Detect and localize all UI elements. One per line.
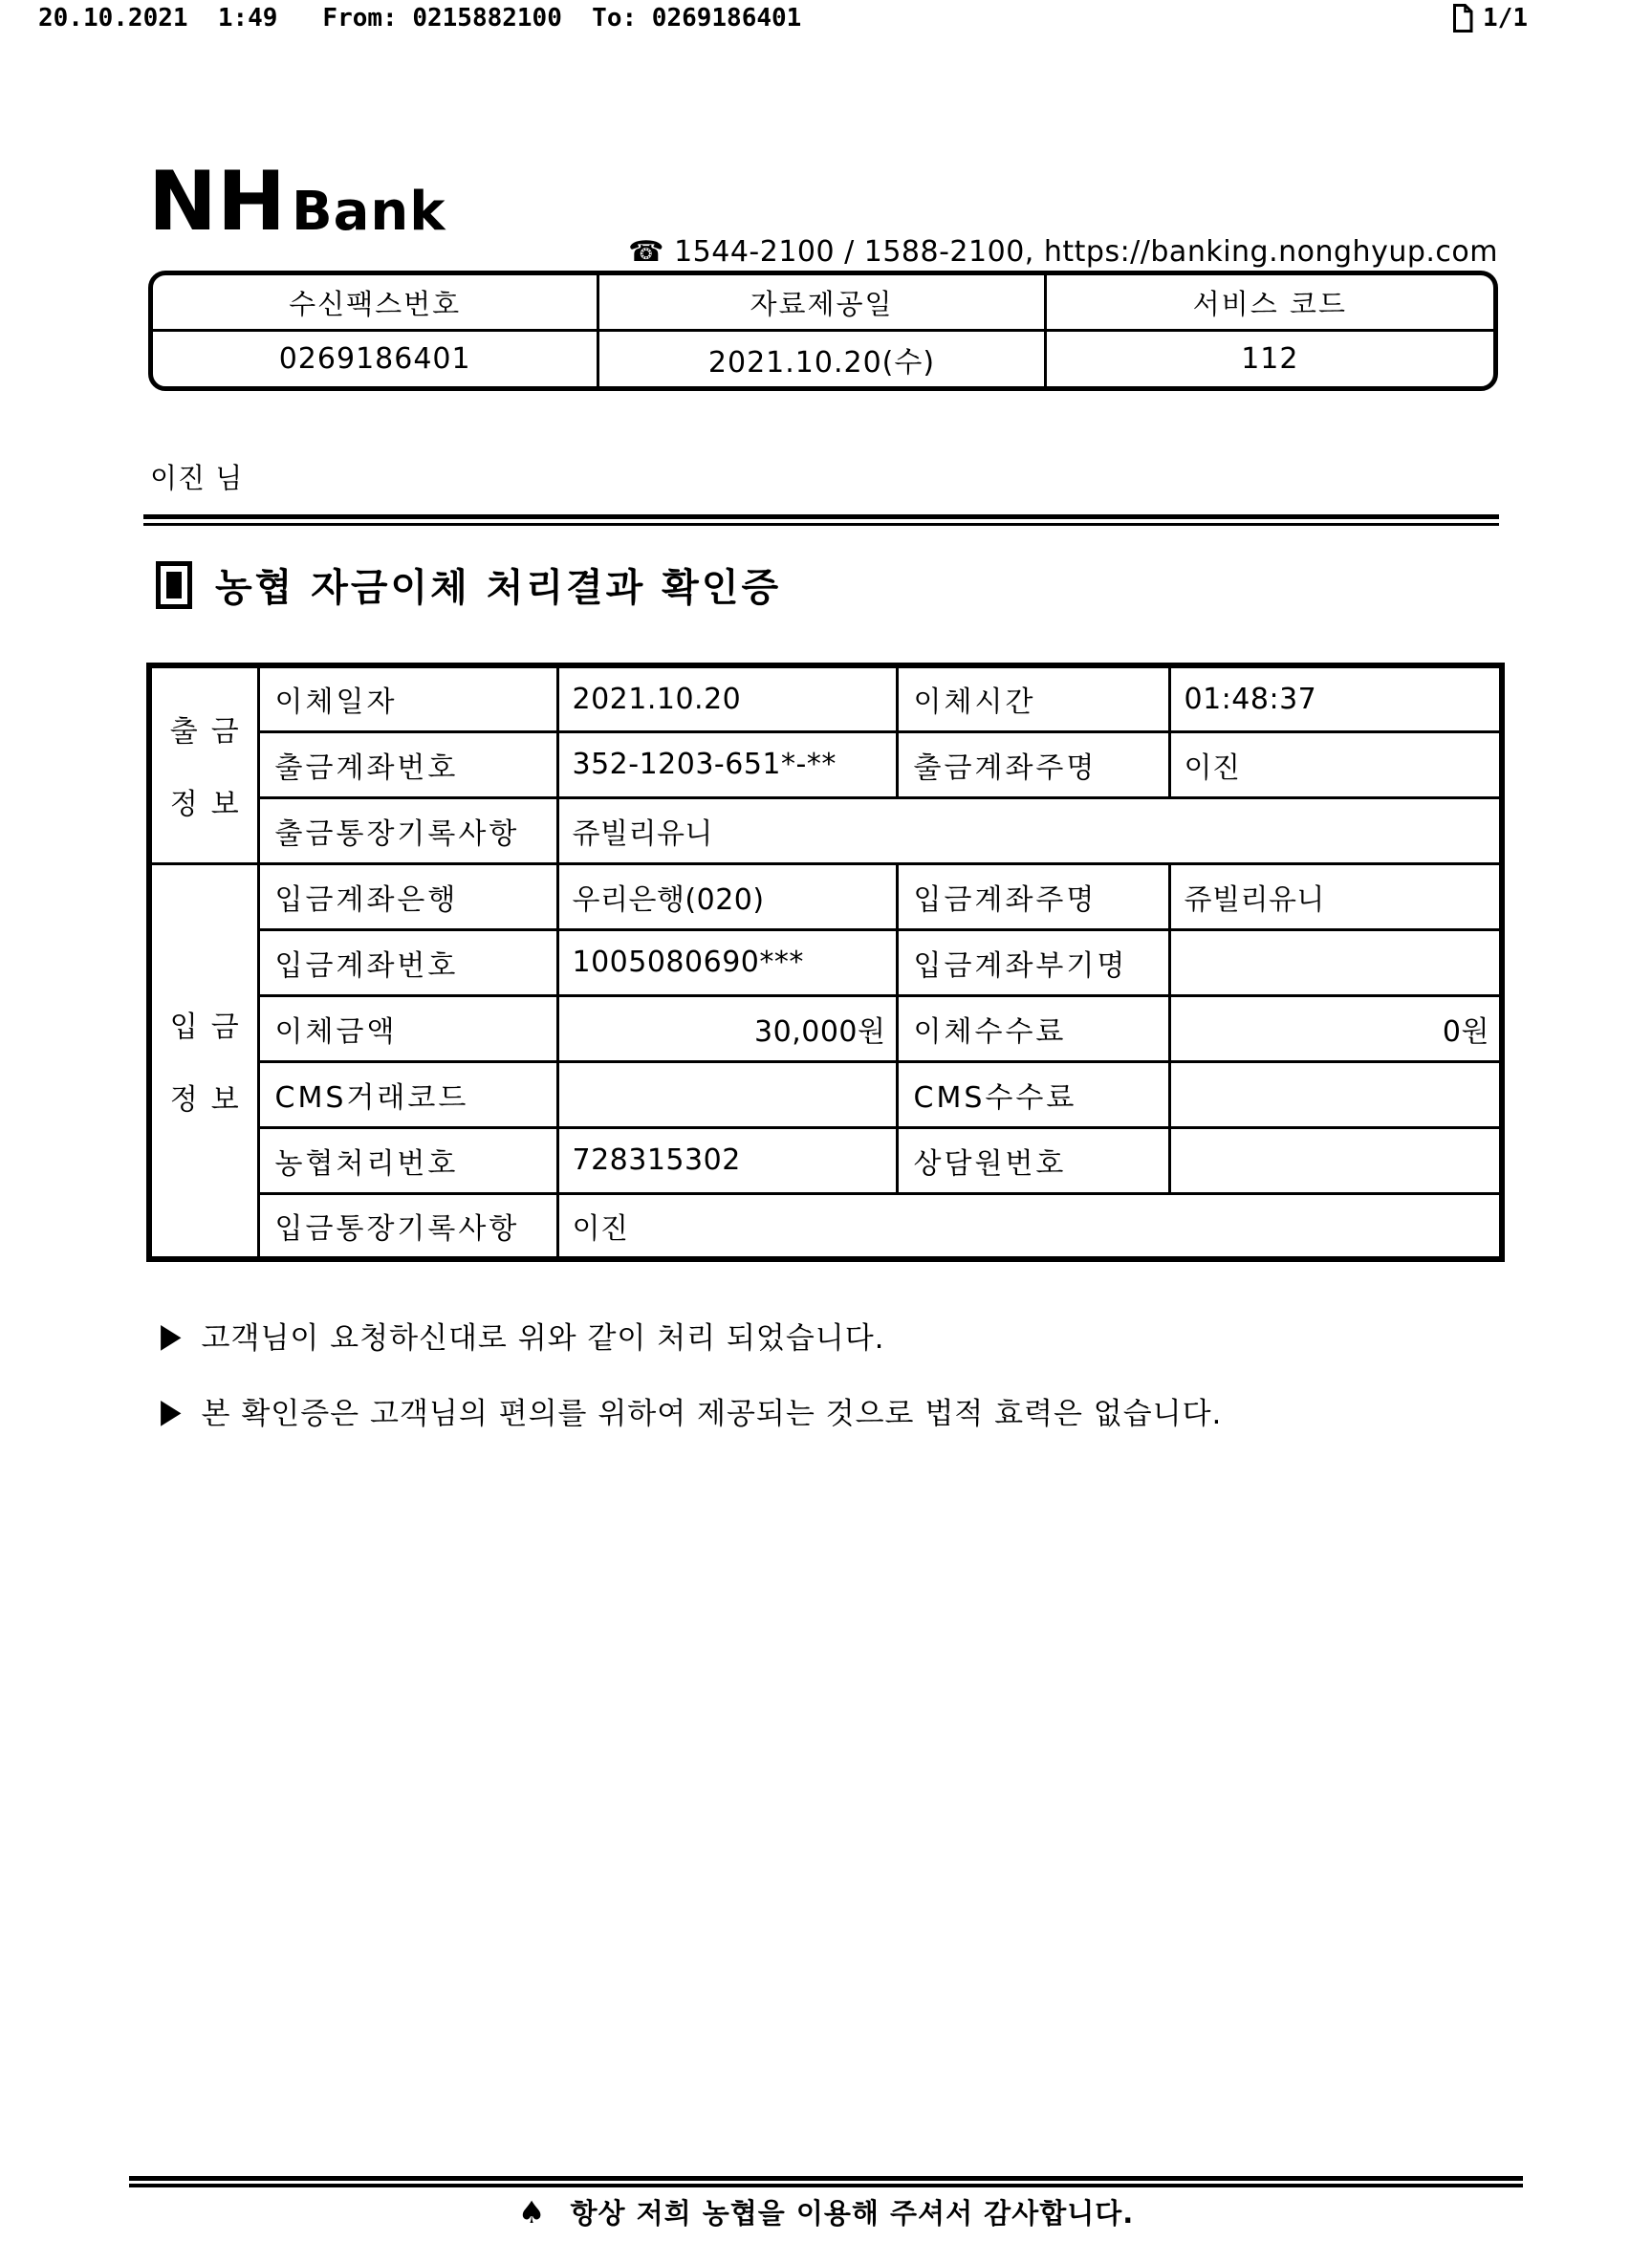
deposit-account-label: 입금계좌번호 (258, 929, 557, 995)
recipient-name: 이진 님 (150, 462, 244, 494)
spade-icon: ♠ (517, 2194, 547, 2230)
note-item (161, 1389, 1222, 1432)
footer-message-text: 항상 저희 농협을 이용해 주셔서 감사합니다. (570, 2197, 1135, 2230)
agent-number-value (1169, 1127, 1502, 1193)
transfer-amount-value: 30,000원 (557, 995, 897, 1061)
withdrawal-account-label: 출금계좌번호 (258, 731, 557, 797)
deposit-subname-label: 입금계좌부기명 (897, 929, 1169, 995)
divider-rule (143, 514, 1499, 526)
row-cms (149, 1061, 1502, 1127)
fax-number-value: 0269186401 (153, 332, 599, 386)
deposit-holder-value: 쥬빌리유니 (1169, 863, 1502, 929)
cms-code-label: CMS거래코드 (258, 1061, 557, 1127)
phone-icon: ☎ (628, 235, 665, 269)
deposit-memo-value: 이진 (557, 1193, 1502, 1259)
bank-logo-text: Bank (291, 181, 446, 243)
withdrawal-memo-label: 출금통장기록사항 (258, 797, 557, 863)
withdrawal-memo-value: 쥬빌리유니 (557, 797, 1502, 863)
contact-text: 1544-2100 / 1588-2100, https://banking.nonghyup.com (674, 235, 1498, 269)
transfer-result-table (146, 663, 1505, 1262)
footer-message (0, 2192, 1652, 2231)
cms-fee-value (1169, 1061, 1502, 1127)
page-icon (1452, 4, 1473, 33)
service-code-header: 서비스 코드 (1047, 275, 1493, 332)
deposit-account-value: 1005080690*** (557, 929, 897, 995)
nh-processing-number-label: 농협처리번호 (258, 1127, 557, 1193)
withdrawal-holder-value: 이진 (1169, 731, 1502, 797)
row-deposit-memo (149, 1193, 1502, 1259)
note-arrow-icon: ▶ (161, 1390, 183, 1430)
deposit-bank-value: 우리은행(020) (557, 863, 897, 929)
section-label-deposit: 입금 정보 (149, 863, 258, 1259)
transfer-date-value: 2021.10.20 (557, 665, 897, 731)
service-code-value: 112 (1241, 342, 1299, 376)
document-title-text: 농협 자금이체 처리결과 확인증 (215, 566, 782, 610)
transfer-time-value: 01:48:37 (1169, 665, 1502, 731)
page-indicator (1452, 4, 1528, 33)
provide-date-value: 2021.10.20(수) (599, 332, 1046, 386)
transfer-fee-label: 이체수수료 (897, 995, 1169, 1061)
row-withdrawal-memo (149, 797, 1502, 863)
nh-bank-logo (148, 154, 446, 250)
page-count: 1/1 (1483, 4, 1528, 33)
nh-processing-number-value: 728315302 (557, 1127, 897, 1193)
transfer-amount-label: 이체금액 (258, 995, 557, 1061)
agent-number-label: 상담원번호 (897, 1127, 1169, 1193)
document-title (156, 557, 781, 612)
fax-info-table (148, 271, 1498, 391)
footer-rule (129, 2176, 1523, 2187)
section-label-withdrawal: 출금 정보 (149, 665, 258, 863)
transfer-date-label: 이체일자 (258, 665, 557, 731)
note-text: 본 확인증은 고객님의 편의를 위하여 제공되는 것으로 법적 효력은 없습니다. (201, 1397, 1223, 1431)
title-square-icon (156, 561, 192, 609)
deposit-holder-label: 입금계좌주명 (897, 863, 1169, 929)
contact-line (148, 235, 1498, 269)
fax-transmission-info: 20.10.2021 1:49 From: 0215882100 To: 0269186401 (38, 4, 802, 33)
deposit-memo-label: 입금통장기록사항 (258, 1193, 557, 1259)
nh-logo-text: NH (148, 154, 286, 250)
row-processing-number (149, 1127, 1502, 1193)
cms-code-value (557, 1061, 897, 1127)
transfer-fee-value: 0원 (1169, 995, 1502, 1061)
deposit-subname-value (1169, 929, 1502, 995)
fax-header (38, 4, 1528, 33)
note-text: 고객님이 요청하신대로 위와 같이 처리 되었습니다. (201, 1321, 885, 1356)
withdrawal-holder-label: 출금계좌주명 (897, 731, 1169, 797)
provide-date-header: 자료제공일 (599, 275, 1046, 332)
row-transfer-amount (149, 995, 1502, 1061)
deposit-bank-label: 입금계좌은행 (258, 863, 557, 929)
fax-number-header: 수신팩스번호 (153, 275, 599, 332)
row-deposit-account (149, 929, 1502, 995)
row-withdrawal-account (149, 731, 1502, 797)
transfer-time-label: 이체시간 (897, 665, 1169, 731)
processing-notes (161, 1314, 1222, 1432)
note-item (161, 1314, 1222, 1357)
note-arrow-icon: ▶ (161, 1315, 183, 1355)
withdrawal-account-value: 352-1203-651*-** (557, 731, 897, 797)
row-deposit-bank (149, 863, 1502, 929)
row-transfer-date (149, 665, 1502, 731)
cms-fee-label: CMS수수료 (897, 1061, 1169, 1127)
